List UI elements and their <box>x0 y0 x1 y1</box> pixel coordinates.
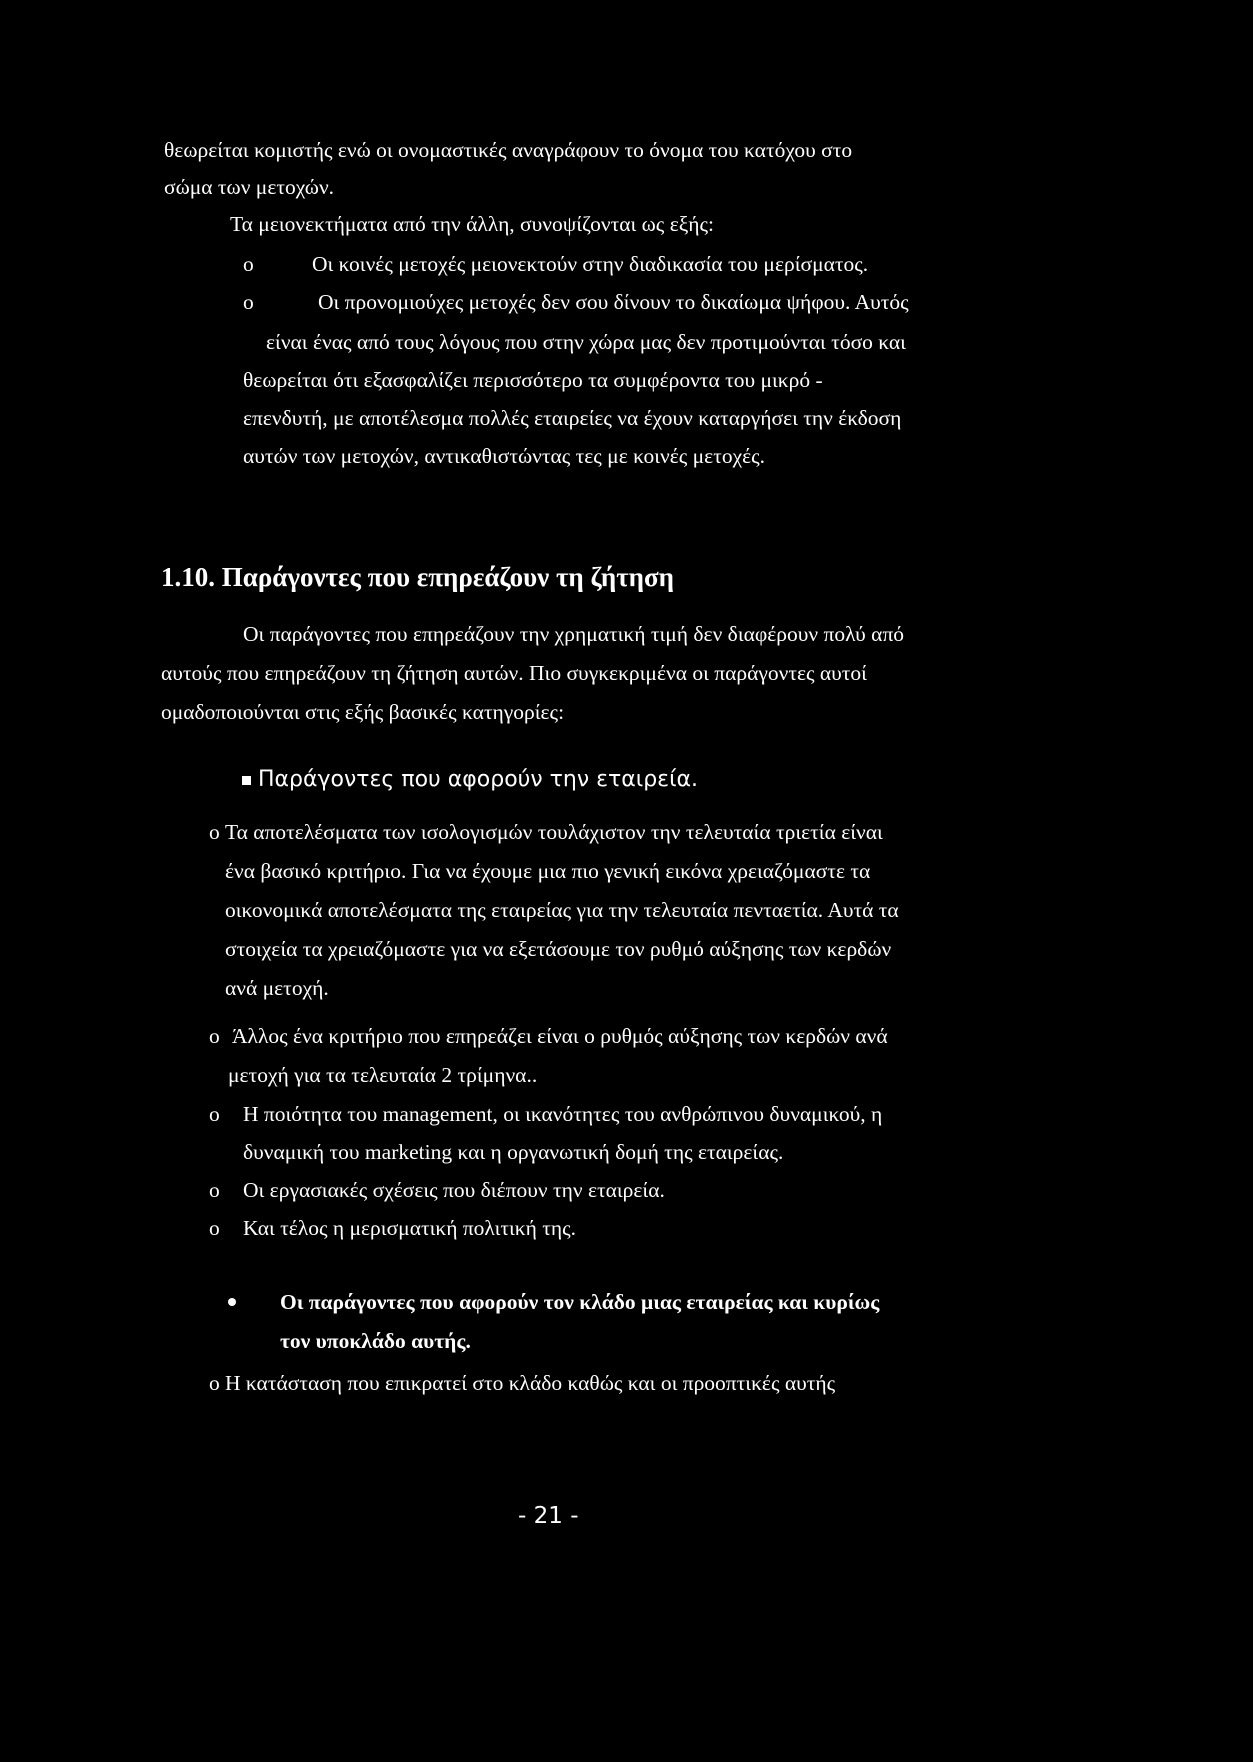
list-bullet: o <box>243 290 254 314</box>
list-bullet: o <box>243 252 254 276</box>
list-bullet: o <box>209 1024 220 1048</box>
disadvantage-item-2: Οι προνομιούχες μετοχές δεν σου δίνουν το δικαίωμα ψήφου. Αυτός <box>318 290 909 314</box>
company-factor-2-line: Άλλος ένα κριτήριο που επηρεάζει είναι ο ρυθμός αύξησης των κερδών ανά <box>232 1024 888 1048</box>
section-paragraph-line: Οι παράγοντες που επηρεάζουν την χρηματική τιμή δεν διαφέρουν πολύ από <box>243 622 905 646</box>
sector-factor-1: Η κατάσταση που επικρατεί στο κλάδο καθώς και οι προοπτικές αυτής <box>225 1371 836 1395</box>
section-paragraph-line: ομαδοποιούνται στις εξής βασικές κατηγορίες: <box>161 700 565 724</box>
disadvantage-item-2-cont: είναι ένας από τους λόγους που στην χώρα μας δεν προτιμούνται τόσο και <box>266 330 906 354</box>
intro-line-2: σώμα των μετοχών. <box>164 175 335 199</box>
page-number: - 21 - <box>518 1503 579 1529</box>
company-factors-title: Παράγοντες που αφορούν την εταιρεία. <box>258 767 699 792</box>
section-heading: 1.10. Παράγοντες που επηρεάζουν τη ζήτηση <box>161 562 675 592</box>
company-factor-1-line: οικονομικά αποτελέσματα της εταιρείας για την τελευταία πενταετία. Αυτά τα <box>225 898 899 922</box>
list-bullet: o <box>209 1371 220 1395</box>
company-factor-3-line: δυναμική του marketing και η οργανωτική δομή της εταιρείας. <box>243 1140 784 1164</box>
section-paragraph-line: αυτούς που επηρεάζουν τη ζήτηση αυτών. Πιο συγκεκριμένα οι παράγοντες αυτοί <box>161 661 867 685</box>
disadvantage-item-1: Οι κοινές μετοχές μειονεκτούν στην διαδικασία του μερίσματος. <box>312 252 869 276</box>
intro-line-1: θεωρείται κομιστής ενώ οι ονομαστικές αναγράφουν το όνομα του κατόχου στο <box>164 138 853 162</box>
company-factor-2-line: μετοχή για τα τελευταία 2 τρίμηνα.. <box>228 1063 538 1087</box>
disadvantage-item-2-cont: επενδυτή, με αποτέλεσμα πολλές εταιρείες να έχουν καταργήσει την έκδοση <box>243 406 902 430</box>
company-factor-1-line: ένα βασικό κριτήριο. Για να έχουμε μια πιο γενική εικόνα χρειαζόμαστε τα <box>225 859 871 883</box>
company-factor-5: Και τέλος η μερισματική πολιτική της. <box>243 1216 577 1240</box>
list-bullet: o <box>209 1216 220 1240</box>
company-factor-4: Οι εργασιακές σχέσεις που διέπουν την εταιρεία. <box>243 1178 665 1202</box>
disadvantage-item-2-cont: αυτών των μετοχών, αντικαθιστώντας τες με κοινές μετοχές. <box>243 444 766 468</box>
square-bullet-icon <box>242 776 251 785</box>
list-bullet: o <box>209 1178 220 1202</box>
company-factor-3-line: Η ποιότητα του management, οι ικανότητες του ανθρώπινου δυναμικού, η <box>243 1102 883 1126</box>
sector-factors-title-line-1: Οι παράγοντες που αφορούν τον κλάδο μιας εταιρείας και κυρίως <box>280 1290 880 1314</box>
company-factor-1-line: στοιχεία τα χρειαζόμαστε για να εξετάσουμε τον ρυθμό αύξησης των κερδών <box>225 937 892 961</box>
list-bullet: o <box>209 820 220 844</box>
sector-factors-title-line-2: τον υποκλάδο αυτής. <box>280 1329 471 1353</box>
company-factor-1-line: ανά μετοχή. <box>225 976 329 1000</box>
intro-line-3: Τα μειονεκτήματα από την άλλη, συνοψίζονται ως εξής: <box>230 212 715 236</box>
company-factor-1-line: Τα αποτελέσματα των ισολογισμών τουλάχιστον την τελευταία τριετία είναι <box>225 820 883 844</box>
disadvantage-item-2-cont: θεωρείται ότι εξασφαλίζει περισσότερο τα συμφέροντα του μικρό - <box>243 368 823 392</box>
list-bullet: o <box>209 1102 220 1126</box>
round-bullet-icon <box>228 1298 236 1306</box>
